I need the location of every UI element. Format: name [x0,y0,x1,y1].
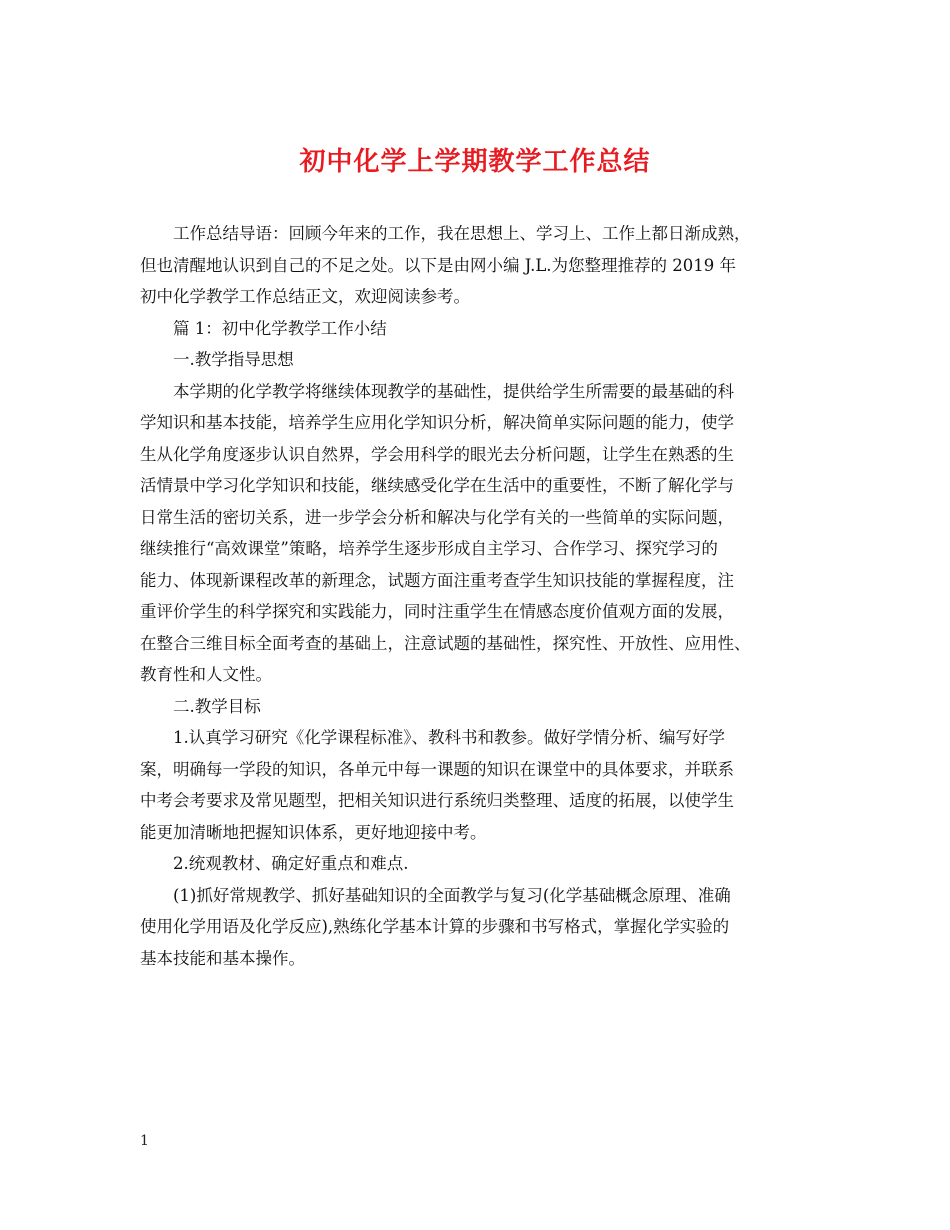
text-line: 中考会考要求及常见题型，把相关知识进行系统归类整理、适度的拓展，以使学生 [140,791,734,810]
text-line: 篇 1：初中化学教学工作小结 [173,318,387,338]
text-line: 学知识和基本技能，培养学生应用化学知识分析，解决简单实际问题的能力，使学 [140,413,734,432]
document-body [140,218,830,974]
text-line: 能更加清晰地把握知识体系，更好地迎接中考。 [140,822,487,842]
text-line: 继续推行“高效课堂”策略，培养学生逐步形成自主学习、合作学习、探究学习的 [140,539,718,558]
text-line: 教育性和人文性。 [140,665,272,684]
text-line: 二.教学目标 [173,696,261,716]
text-line: 能力、体现新课程改革的新理念，试题方面注重考查学生知识技能的掌握程度，注 [140,570,734,590]
text-line: 重评价学生的科学探究和实践能力，同时注重学生在情感态度价值观方面的发展， [140,602,734,621]
text-line: 在整合三维目标全面考查的基础上，注意试题的基础性，探究性、开放性、应用性、 [140,633,751,653]
text-line: 初中化学教学工作总结正文，欢迎阅读参考。 [140,287,470,306]
text-line: (1)抓好常规教学、抓好基础知识的全面教学与复习(化学基础概念原理、准确 [173,885,731,905]
text-line: 2.统观教材、确定好重点和难点. [173,854,409,873]
text-line: 但也清醒地认识到自己的不足之处。以下是由网小编 J.L.为您整理推荐的 2019 年 [140,255,737,275]
document-title: 初中化学上学期教学工作总结 [299,147,651,177]
text-line: 1.认真学习研究《化学课程标准》、教科书和教参。做好学情分析、编写好学 [173,728,725,747]
text-line: 本学期的化学教学将继续体现教学的基础性，提供给学生所需要的最基础的科 [173,381,734,401]
page-number: 1 [140,1133,149,1149]
text-line: 基本技能和基本操作。 [140,948,305,968]
text-line: 工作总结导语：回顾今年来的工作，我在思想上、学习上、工作上都日渐成熟， [173,224,751,243]
text-line: 活情景中学习化学知识和技能，继续感受化学在生活中的重要性，不断了解化学与 [140,476,734,495]
text-line: 生从化学角度逐步认识自然界，学会用科学的眼光去分析问题，让学生在熟悉的生 [140,444,734,464]
text-line: 一.教学指导思想 [173,350,294,369]
text-line: 使用化学用语及化学反应),熟练化学基本计算的步骤和书写格式，掌握化学实验的 [140,917,730,936]
text-line: 日常生活的密切关系，进一步学会分析和解决与化学有关的一些简单的实际问题， [140,507,734,527]
text-line: 案，明确每一学段的知识，各单元中每一课题的知识在课堂中的具体要求，并联系 [140,759,734,779]
